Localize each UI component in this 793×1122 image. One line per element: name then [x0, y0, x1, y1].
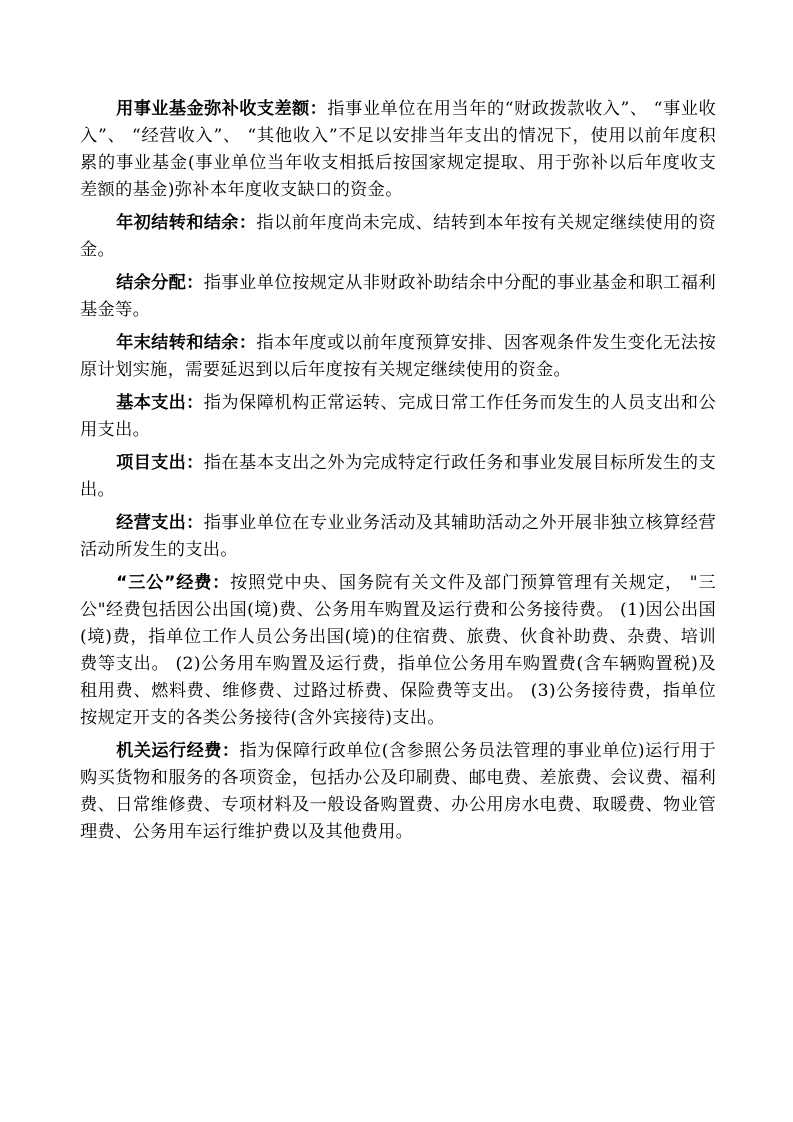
glossary-term: 机关运行经费：: [116, 741, 240, 761]
glossary-definition: 指为保障机构正常运转、完成日常工作任务而发生的人员支出和公用支出。: [80, 393, 716, 440]
glossary-definition: 指事业单位在用当年的“财政拨款收入”、 “事业收入”、 “经营收入”、 “其他收入”不足以安排当年支出的情况下，使用以前年度积累的事业基金(事业单位当年收支相抵后按国家规定提取、用于弥补以后年度收支差额的基金)弥补本年度收支缺口的资金。: [80, 99, 716, 200]
document-page: [80, 96, 716, 852]
glossary-term: 结余分配：: [116, 273, 204, 293]
glossary-entry-basic-expenditure: [80, 390, 716, 444]
glossary-term: 经营支出：: [116, 513, 204, 533]
glossary-definition: 指为保障行政单位(含参照公务员法管理的事业单位)运行用于购买货物和服务的各项资金，包括办公及印刷费、邮电费、差旅费、会议费、福利费、日常维修费、专项材料及一般设备购置费、办公用房水电费、取暖费、物业管理费、公务用车运行维护费以及其他费用。: [80, 741, 717, 842]
glossary-term: 用事业基金弥补收支差额：: [116, 99, 328, 119]
glossary-term: “三公”经费：: [116, 573, 231, 593]
glossary-entry-opening-balance: [80, 210, 716, 264]
glossary-term: 基本支出：: [116, 393, 204, 413]
glossary-term: 项目支出：: [116, 453, 204, 473]
glossary-entry-operating-expenditure: [80, 510, 716, 564]
glossary-entry-closing-balance: [80, 330, 716, 384]
glossary-entry-fund-offset: [80, 96, 716, 204]
glossary-entry-surplus-distribution: [80, 270, 716, 324]
glossary-definition: 指以前年度尚未完成、结转到本年按有关规定继续使用的资金。: [80, 213, 716, 260]
glossary-term: 年末结转和结余：: [116, 333, 257, 353]
glossary-entry-agency-operating-costs: [80, 738, 716, 846]
glossary-term: 年初结转和结余：: [116, 213, 257, 233]
glossary-definition: 指事业单位在专业业务活动及其辅助活动之外开展非独立核算经营活动所发生的支出。: [80, 513, 716, 560]
glossary-definition: 指事业单位按规定从非财政补助结余中分配的事业基金和职工福利基金等。: [80, 273, 716, 320]
glossary-entry-three-public-expenses: [80, 570, 716, 732]
glossary-definition: 指本年度或以前年度预算安排、因客观条件发生变化无法按原计划实施，需要延迟到以后年度按有关规定继续使用的资金。: [80, 333, 716, 380]
glossary-entry-project-expenditure: [80, 450, 716, 504]
glossary-definition: 按照党中央、国务院有关文件及部门预算管理有关规定， "三公"经费包括因公出国(境)费、公务用车购置及运行费和公务接待费。 (1)因公出国(境)费，指单位工作人员公务出国(境)的住宿费、旅费、伙食补助费、杂费、培训费等支出。 (2)公务用车购置及运行费，指单位公务用车购置费(含车辆购置税)及租用费、燃料费、维修费、过路过桥费、保险费等支出。 (3)公务接待费，指单位按规定开支的各类公务接待(含外宾接待)支出。: [80, 573, 716, 728]
glossary-definition: 指在基本支出之外为完成特定行政任务和事业发展目标所发生的支出。: [80, 453, 716, 500]
